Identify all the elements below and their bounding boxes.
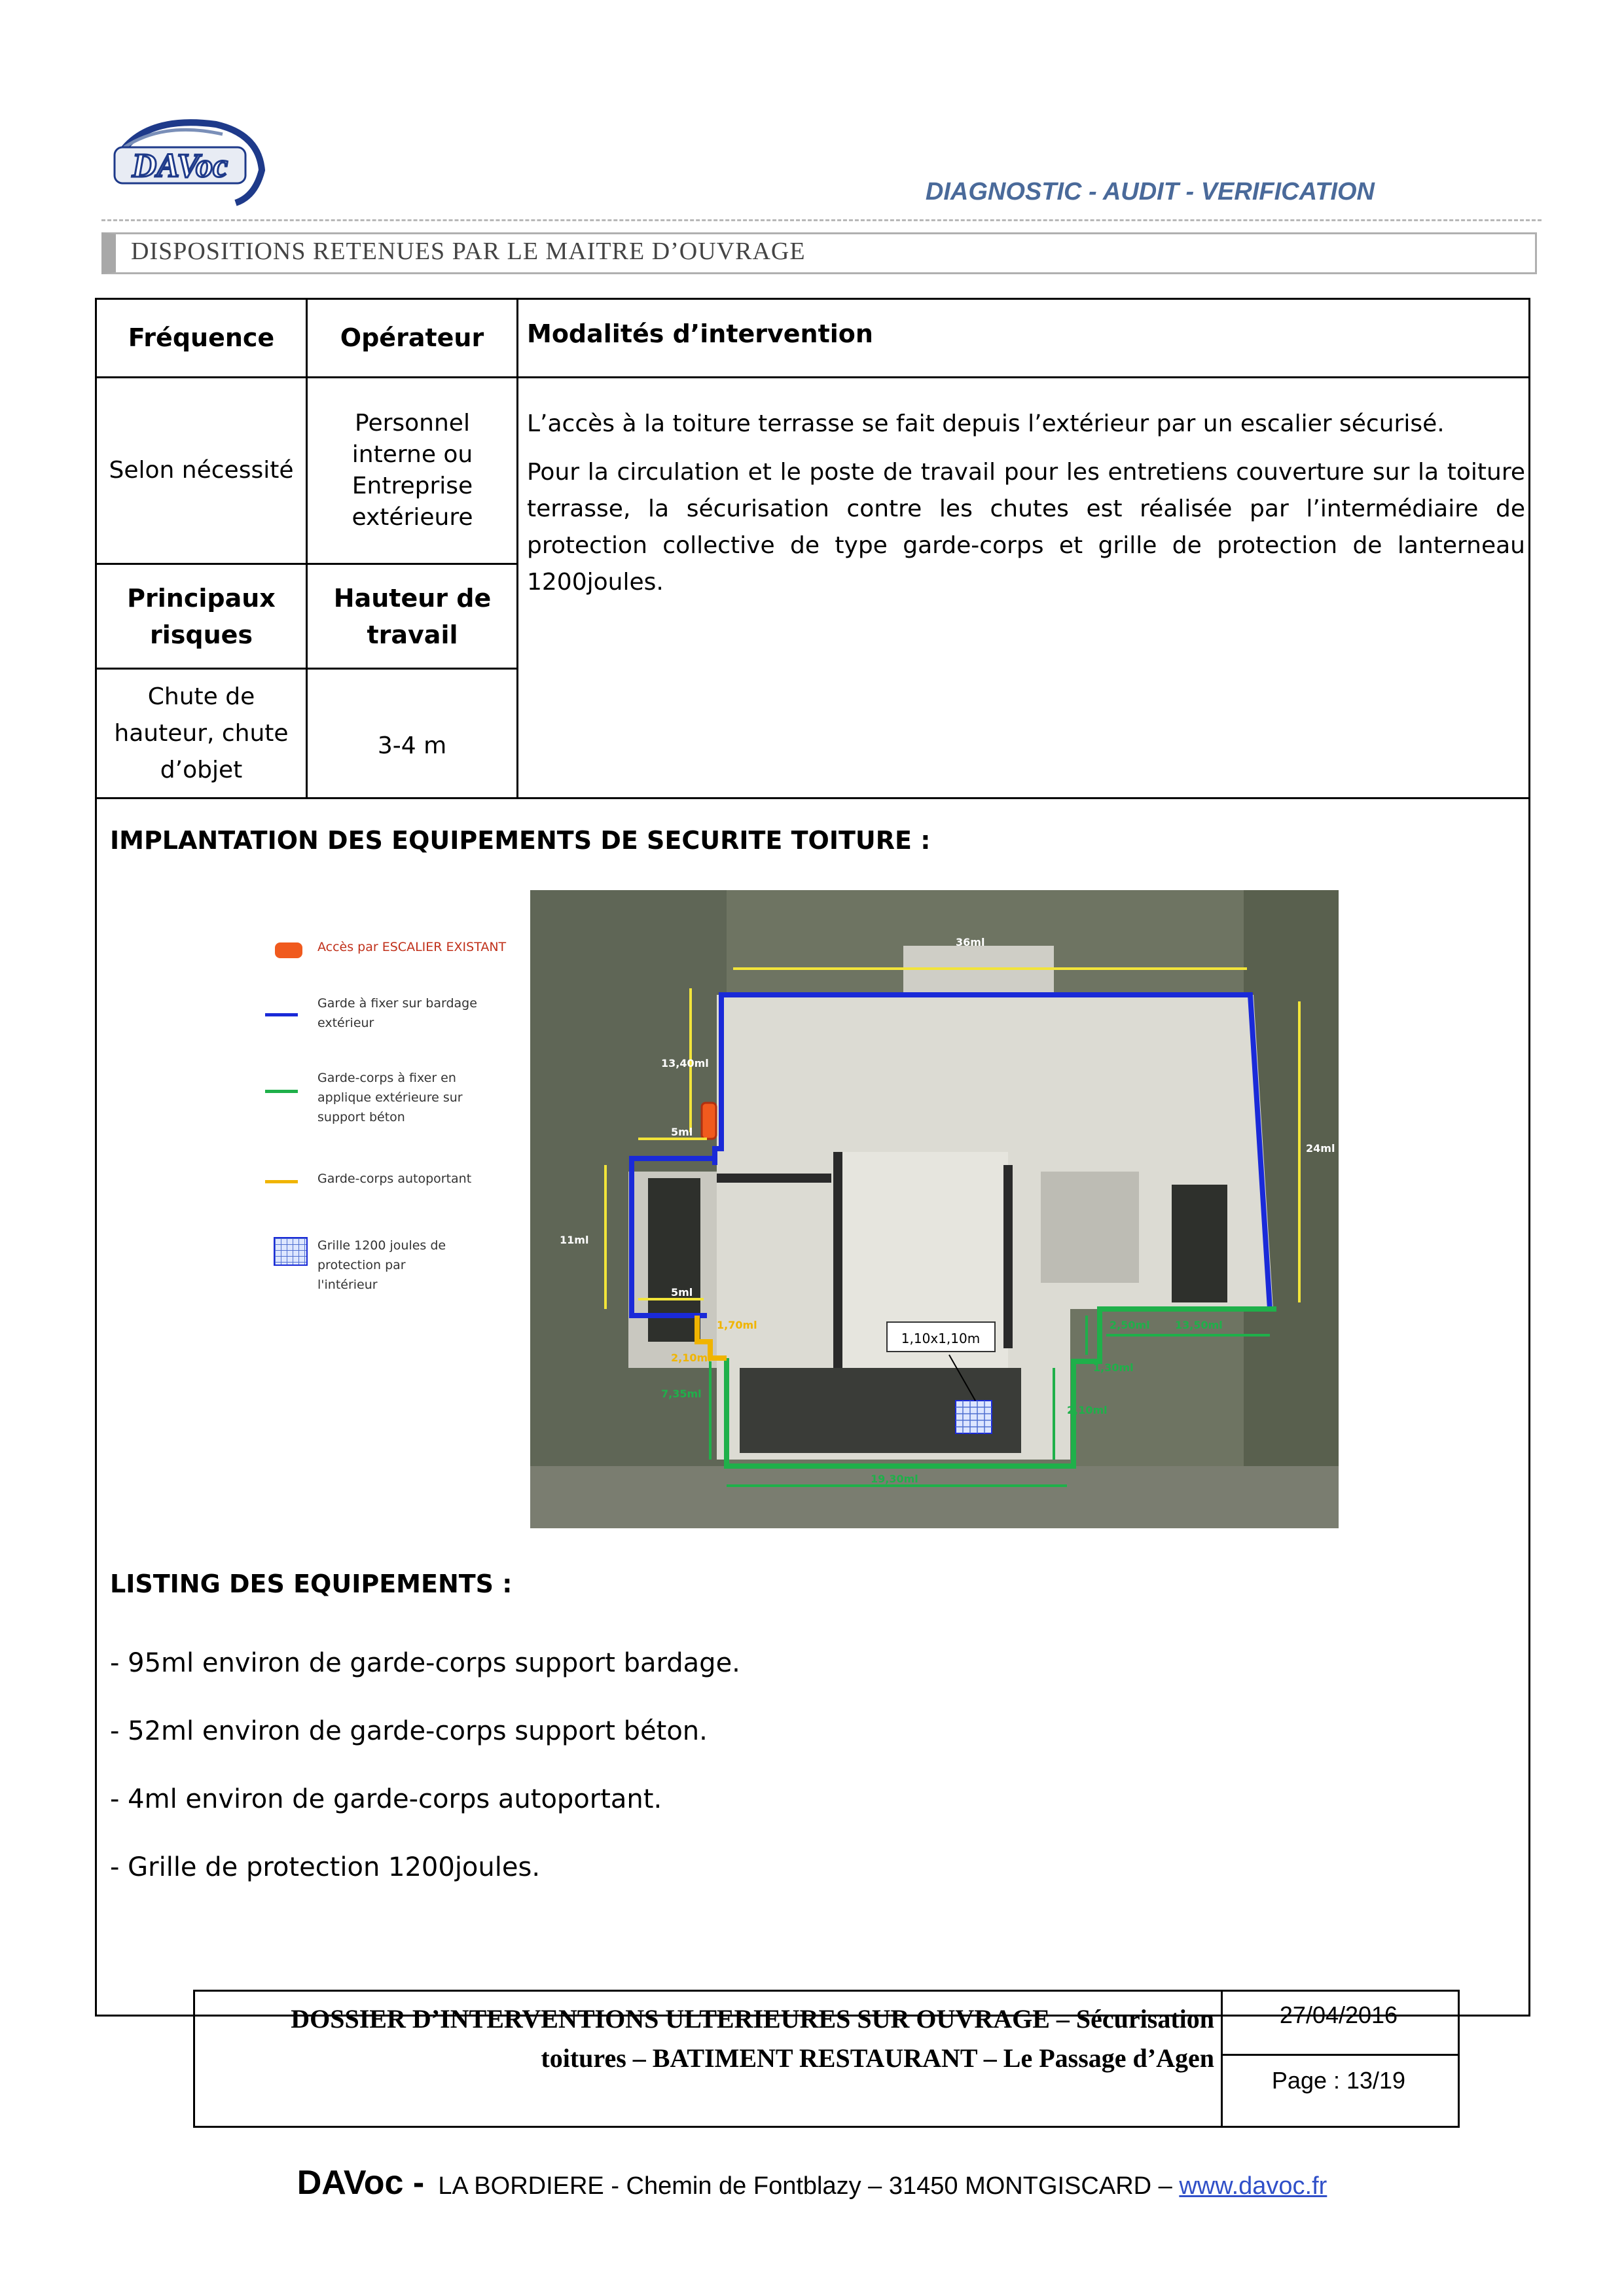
svg-text:2,10ml: 2,10ml — [1067, 1404, 1108, 1416]
svg-text:7,35ml: 7,35ml — [661, 1388, 702, 1400]
legend-label-autoportant: Garde-corps autoportant — [317, 1172, 472, 1186]
head-modalites: Modalités d’intervention — [527, 319, 873, 348]
svg-text:1,10x1,10m: 1,10x1,10m — [901, 1331, 981, 1346]
svg-text:5ml: 5ml — [671, 1286, 693, 1299]
section-title: DISPOSITIONS RETENUES PAR LE MAITRE D’OUVRAGE — [131, 238, 806, 265]
davoc-logo — [105, 111, 268, 209]
listing-item: - 4ml environ de garde-corps autoportant. — [110, 1784, 662, 1814]
listing-item: - 52ml environ de garde-corps support béton. — [110, 1716, 708, 1746]
svg-text:1,30ml: 1,30ml — [1093, 1361, 1134, 1374]
company-website-link[interactable]: www.davoc.fr — [1179, 2172, 1327, 2200]
header-rule — [101, 219, 1542, 221]
header-tagline: DIAGNOSTIC - AUDIT - VERIFICATION — [925, 178, 1375, 206]
footer-title: DOSSIER D’INTERVENTIONS ULTERIEURES SUR OUVRAGE – Sécurisation toitures – BATIMENT RESTAURANT – Le Passage d’Agen — [291, 2004, 1214, 2073]
svg-text:19,30ml: 19,30ml — [871, 1473, 918, 1485]
svg-text:2,10ml: 2,10ml — [671, 1352, 712, 1364]
grille-icon — [274, 1237, 308, 1266]
listing-item: - 95ml environ de garde-corps support bardage. — [110, 1648, 740, 1678]
modalites-p1: L’accès à la toiture terrasse se fait depuis l’extérieur par un escalier sécurisé. — [527, 410, 1445, 437]
cell-hauteur: 3-4 m — [377, 732, 447, 759]
stair-access-icon — [275, 942, 302, 958]
cell-risques: Chute de hauteur, chute d’objet — [114, 683, 289, 783]
svg-text:2,50ml: 2,50ml — [1110, 1319, 1150, 1331]
modalites-text — [527, 406, 1525, 613]
head-operateur: Opérateur — [340, 323, 484, 352]
legend-label-stair: Accès par ESCALIER EXISTANT — [317, 940, 507, 954]
svg-text:24ml: 24ml — [1306, 1142, 1335, 1155]
head-hauteur: Hauteur de travail — [333, 583, 492, 649]
company-line — [0, 2163, 1624, 2202]
green-line-icon — [265, 1090, 298, 1093]
svg-text:13,50ml: 13,50ml — [1175, 1319, 1223, 1331]
company-name: DAVoc - — [297, 2164, 425, 2202]
listing-item: - Grille de protection 1200joules. — [110, 1852, 541, 1882]
logo-text: DAVoc — [132, 147, 228, 185]
listing-title: LISTING DES EQUIPEMENTS : — [110, 1570, 513, 1598]
legend-label-grille: Grille 1200 joules de protection par l'intérieur — [317, 1238, 446, 1292]
cell-operateur: Personnel interne ou Entreprise extérieure — [352, 410, 473, 531]
head-risques: Principaux risques — [127, 583, 276, 649]
head-frequence: Fréquence — [128, 323, 275, 352]
svg-text:1,70ml: 1,70ml — [717, 1319, 757, 1331]
roof-plan — [530, 890, 1339, 1528]
cell-frequence: Selon nécessité — [109, 456, 294, 484]
svg-text:13,40ml: 13,40ml — [661, 1057, 709, 1069]
modalites-p2: Pour la circulation et le poste de travail pour les entretiens couverture sur la toiture terrasse, la sécurisation contre les chutes est réalisée par l’intermédiaire de protection collective de type garde-corps et grille de protection de lanterneau 1200joules. — [527, 459, 1525, 596]
legend-label-bardage: Garde à fixer sur bardage extérieur — [317, 996, 477, 1030]
svg-text:36ml: 36ml — [956, 936, 985, 948]
implantation-title: IMPLANTATION DES EQUIPEMENTS DE SECURITE TOITURE : — [110, 826, 931, 855]
footer-page: Page : 13/19 — [1271, 2067, 1406, 2094]
svg-text:11ml: 11ml — [560, 1234, 589, 1246]
legend-label-beton: Garde-corps à fixer en applique extérieure sur support béton — [317, 1071, 463, 1124]
yellow-line-icon — [265, 1180, 298, 1183]
blue-line-icon — [265, 1013, 298, 1016]
footer-date: 27/04/2016 — [1279, 2001, 1398, 2028]
company-address: LA BORDIERE - Chemin de Fontblazy – 31450 MONTGISCARD – — [438, 2172, 1172, 2200]
svg-text:5ml: 5ml — [671, 1126, 693, 1138]
